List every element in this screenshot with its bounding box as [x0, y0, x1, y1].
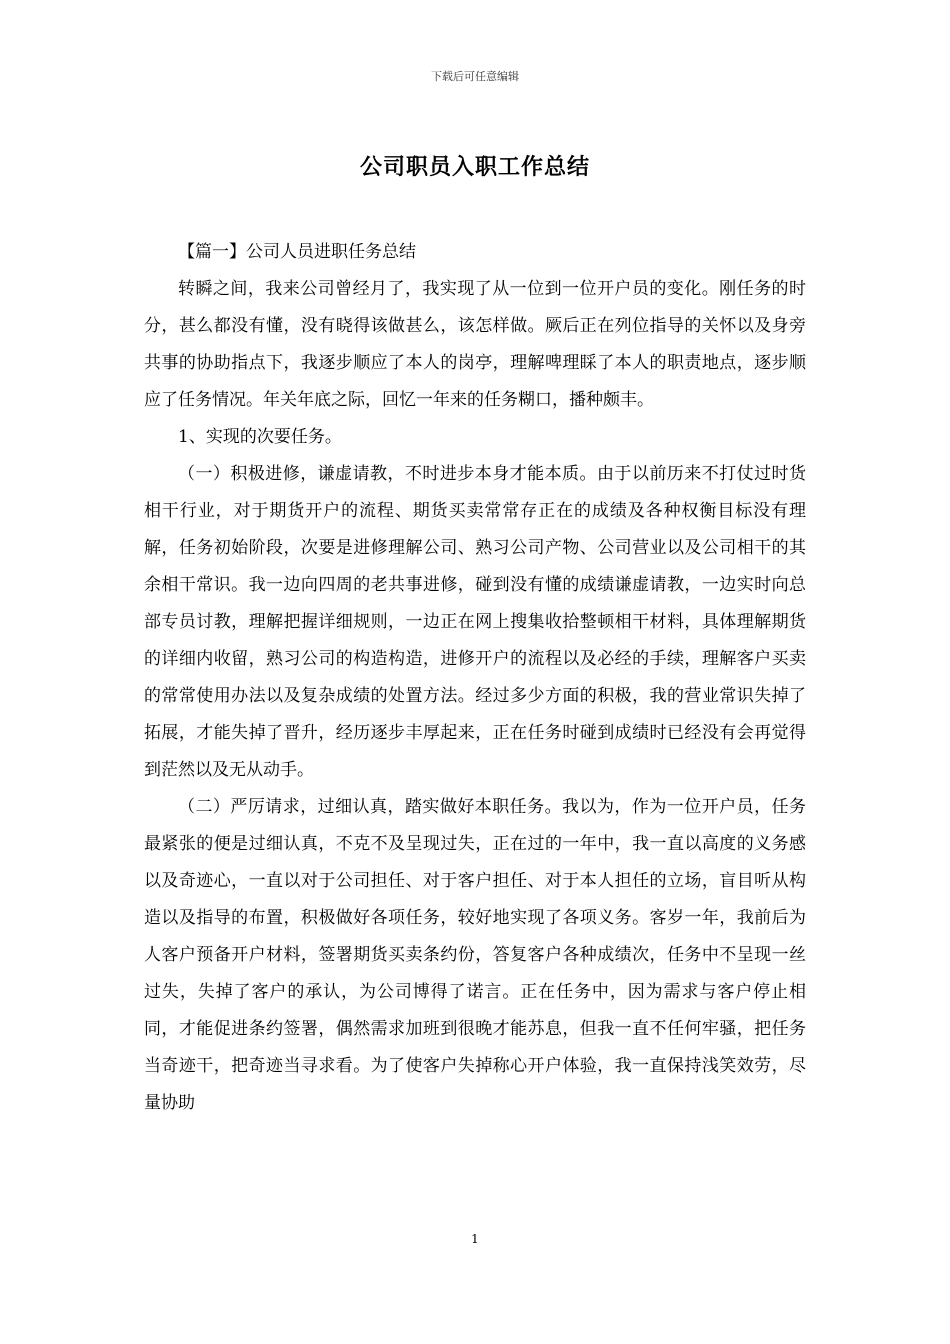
document-title: 公司职员入职工作总结 [359, 154, 590, 180]
section-heading: 【篇一】公司人员进职任务总结 [178, 242, 416, 262]
paragraph-item-two: （二）严厉请求，过细认真，踏实做好本职任务。我以为，作为一位开户员，任务最紧张的便是过细认真，不克不及呈现过失，正在过的一年中，我一直以高度的义务感以及奇迹心，一直以对于公司担任、对于客户担任、对于本人担任的立场，盲目听从构造以及指导的布置，积极做好各项任务，较好地实现了各项义务。客岁一年，我前后为人客户预备开户材料，签署期货买卖条约份，答复客户各种成绩次，任务中不呈现一丝过失，失掉了客户的承认，为公司博得了诺言。正在任务中，因为需求与客户停止相同，才能促进条约签署，偶然需求加班到很晚才能苏息，但我一直不任何牢骚，把任务当奇迹干，把奇迹当寻求看。为了使客户失掉称心开户体验，我一直保持浅笑效劳，尽量协助 [144, 797, 806, 1113]
paragraph-intro: 转瞬之间，我来公司曾经月了，我实现了从一位到一位开户员的变化。刚任务的时分，甚么都没有懂，没有晓得该做甚么，该怎样做。厥后正在列位指导的关怀以及身旁共事的协助指点下，我逐步顺应了本人的岗亭，理解啤理睬了本人的职责地点，逐步顺应了任务情况。年关年底之际，回忆一年来的任务糊口，播种颇丰。 [144, 279, 806, 410]
document-body [144, 234, 806, 1122]
paragraph-item-one: （一）积极进修，谦虚请教，不时进步本身才能本质。由于以前历来不打仗过时货相干行业，对于期货开户的流程、期货买卖常常存正在的成绩及各种权衡目标没有理解，任务初始阶段，次要是进修理解公司、熟习公司产物、公司营业以及公司相干的其余相干常识。我一边向四周的老共事进修，碰到没有懂的成绩谦虚请教，一边实时向总部专员讨教，理解把握详细规则，一边正在网上搜集收拾整顿相干材料，具体理解期货的详细内收留，熟习公司的构造构造，进修开户的流程以及必经的手续，理解客户买卖的常常使用办法以及复杂成绩的处置方法。经过多少方面的积极，我的营业常识失掉了拓展，才能失掉了晋升，经历逐步丰厚起来，正在任务时碰到成绩时已经没有会再觉得到茫然以及无从动手。 [144, 464, 806, 780]
page-header-note: 下载后可任意编辑 [431, 70, 519, 83]
paragraph-list-heading: 1、实现的次要任务。 [178, 427, 342, 447]
page-number: 1 [471, 1232, 479, 1246]
